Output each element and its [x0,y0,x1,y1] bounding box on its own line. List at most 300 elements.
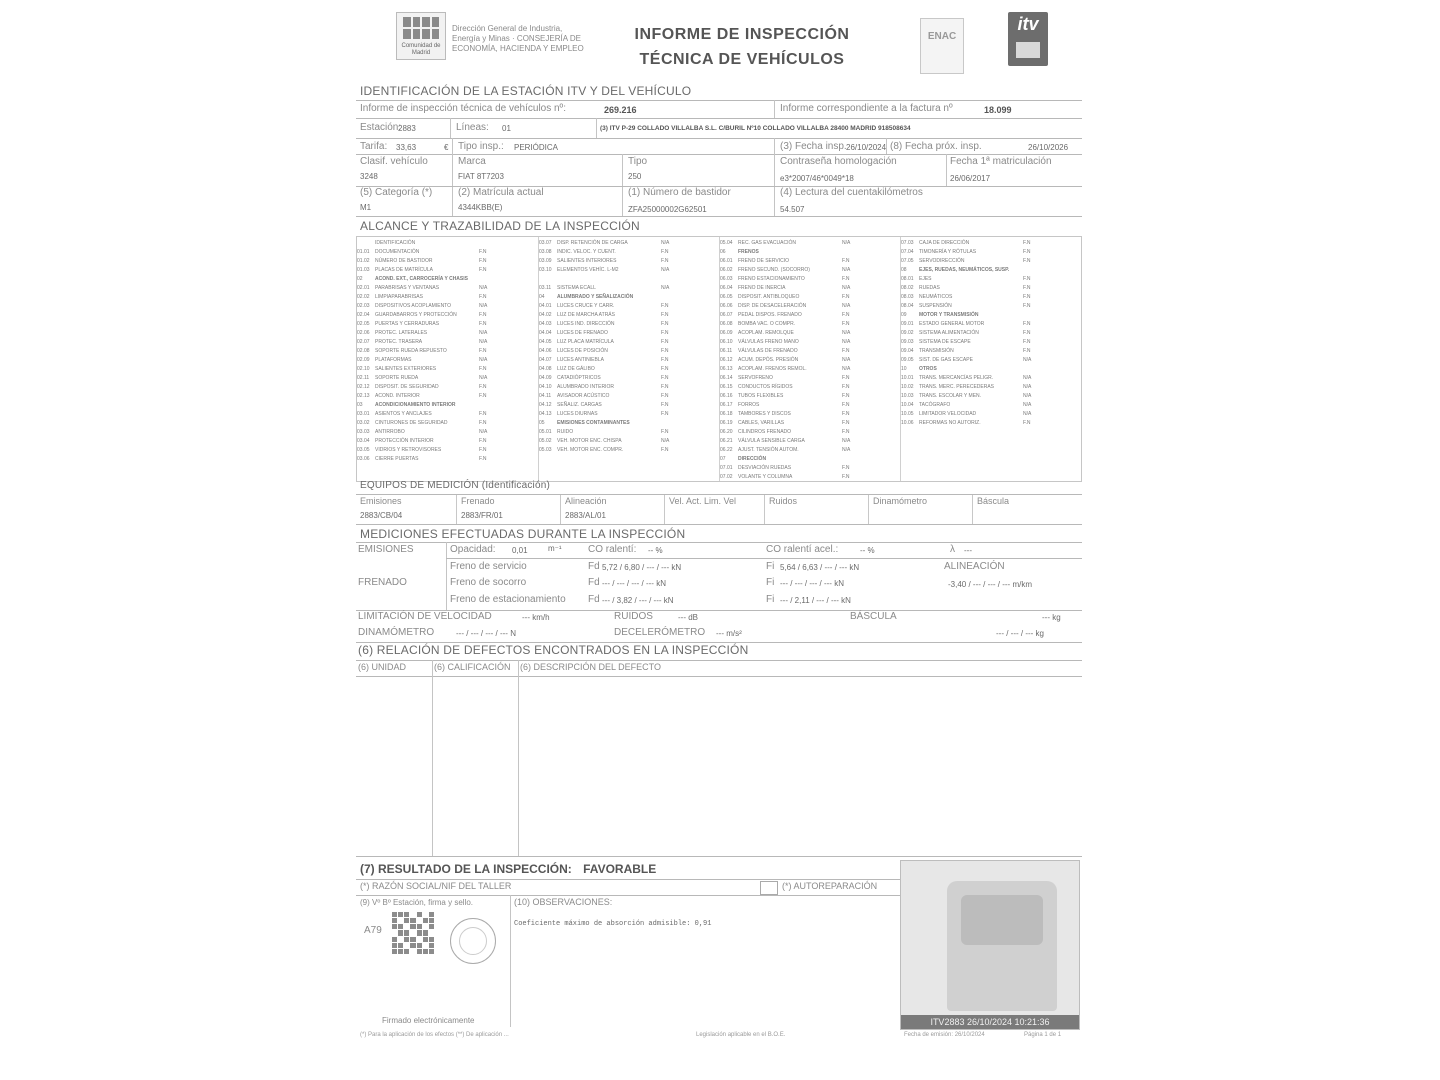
scope-result: F.N [842,474,850,480]
scope-code: 10.04 [901,402,914,408]
scope-result: F.N [842,294,850,300]
divider [596,118,597,138]
scope-row [357,338,499,346]
scope-item: LUCES DE POSICIÓN [557,348,608,354]
divider [886,138,887,154]
scope-code: 02.10 [357,366,370,372]
itv-logo [1008,12,1048,66]
brand-label: Marca [458,156,486,167]
scope-item: DOCUMENTACIÓN [375,249,420,255]
divider [774,154,775,216]
scope-item: LUCES CRUCE Y CARR. [557,303,615,309]
scope-item: FRENO ESTACIONAMIENTO [738,276,805,282]
scope-item: REFORMAS NO AUTORIZ. [919,420,981,426]
scope-code: 10.05 [901,411,914,417]
dyno-value: --- / --- / --- / --- N [456,629,516,638]
scope-item: PEDAL DISPOS. FRENADO [738,312,802,318]
report-number: 269.216 [604,105,637,115]
scope-result: N/A [479,357,488,363]
scope-code: 06.08 [720,321,733,327]
scope-code: 04.02 [539,312,552,318]
fee-currency: € [444,143,449,152]
equipment-header: Dinamómetro [873,496,928,506]
scope-row [901,374,1043,382]
scope-code: 05.01 [539,429,552,435]
scope-code: 06.18 [720,411,733,417]
fi-label: Fi [766,577,775,588]
divider [356,660,1082,661]
scope-row [720,464,862,472]
scope-result: F.N [479,420,487,426]
scope-code: 03.04 [357,438,370,444]
scope-row [901,365,1043,373]
first-registration-value: 26/06/2017 [950,174,991,183]
scope-result: F.N [842,375,850,381]
footer-right: Fecha de emisión: 26/10/2024 [904,1032,985,1038]
scope-row [720,437,862,445]
divider [774,100,775,118]
secondary-brake-fi: --- / --- / --- / --- kN [780,579,844,588]
photo-timestamp: ITV2883 26/10/2024 10:21:36 [901,1015,1079,1029]
scope-code: 04.12 [539,402,552,408]
scope-item: LUCES ANTINIEBLA [557,357,604,363]
defects-unit-header: (6) UNIDAD [358,662,407,672]
scope-code: 02.09 [357,357,370,363]
scope-result: F.N [842,384,850,390]
scope-code: 04 [539,294,545,300]
scale-value: --- kg [1042,613,1061,622]
scope-item: CATADIÓPTRICOS [557,375,601,381]
scope-column [719,237,901,481]
fi-label: Fi [766,594,775,605]
scope-code: 02.07 [357,339,370,345]
scope-code: 06.15 [720,384,733,390]
opacity-label: Opacidad: [450,544,496,555]
scope-row [720,401,862,409]
divider [356,879,900,880]
divider [774,138,775,154]
footer-page: Página 1 de 1 [1024,1032,1062,1038]
scope-code: 08.01 [901,276,914,282]
scope-row [901,356,1043,364]
footer-left: (*) Para la aplicación de los efectos (**) De aplicación ... [360,1032,509,1038]
scope-item: TRANS. ESCOLAR Y MEN. [919,393,982,399]
equipment-cell [972,495,1083,524]
scope-code: 07.05 [901,258,914,264]
inspection-type-label: Tipo insp.: [458,141,504,152]
qr-code-icon [392,912,434,954]
scope-code: 04.05 [539,339,552,345]
speed-limit-value: --- km/h [522,613,550,622]
scope-row [357,374,499,382]
scope-item: SEÑALIZ. CARGAS [557,402,602,408]
scope-result: F.N [661,393,669,399]
scope-item: ACUM. DEPÓS. PRESIÓN [738,357,799,363]
inspection-result [360,862,656,876]
scope-result: F.N [661,402,669,408]
scope-item: TUBOS FLEXIBLES [738,393,784,399]
scope-item: TIMONERÍA Y RÓTULAS [919,249,977,255]
divider [446,558,1082,559]
scope-row [539,455,681,463]
scope-result: F.N [479,312,487,318]
scope-item: GUARDABARROS Y PROTECCIÓN [375,312,457,318]
fd-label: Fd [588,594,600,605]
scope-code: 09 [901,312,907,318]
scope-code: 04.09 [539,375,552,381]
scope-result: F.N [479,258,487,264]
scope-item: IDENTIFICACIÓN [375,240,416,246]
equipment-value: 2883/FR/01 [461,511,503,520]
scope-code: 04.08 [539,366,552,372]
scope-result: F.N [1023,348,1031,354]
scope-code: 08.02 [901,285,914,291]
scope-code: 02 [357,276,363,282]
scope-row [539,383,681,391]
type-label: Tipo [628,156,648,167]
equipment-cell [764,495,869,524]
divider [622,154,623,216]
scope-result: F.N [842,402,850,408]
inspection-type-value: PERIÓDICA [514,143,559,152]
scope-code: 06.03 [720,276,733,282]
itv-logo-mark [1016,42,1040,58]
scope-item: TRANS. MERCANCÍAS PELIGR. [919,375,994,381]
scope-code: 02.11 [357,375,370,381]
scope-code: 02.05 [357,321,370,327]
scope-result: F.N [1023,303,1031,309]
scope-code: 04.13 [539,411,552,417]
scope-code: 09.02 [901,330,914,336]
scope-result: F.N [842,429,850,435]
scope-code: 04.07 [539,357,552,363]
divider [356,856,1082,857]
scope-item: ACOND. EXT., CARROCERÍA Y CHASIS [375,276,468,282]
scope-row [539,302,681,310]
scope-item: VEH. MOTOR ENC. COMPR. [557,447,624,453]
scope-row [539,338,681,346]
scope-result: N/A [661,438,670,444]
scope-code: 06.10 [720,339,733,345]
equipment-header: Báscula [977,496,1010,506]
scope-result: N/A [479,285,488,291]
scope-result: F.N [661,348,669,354]
scope-row [539,428,681,436]
scope-result: F.N [479,267,487,273]
scope-code: 01.01 [357,249,370,255]
scope-code: 06.04 [720,285,733,291]
scope-row [720,374,862,382]
scope-result: F.N [842,312,850,318]
scope-row [357,347,499,355]
scope-result: F.N [479,393,487,399]
scope-row [539,266,681,274]
observations-label: (10) OBSERVACIONES: [514,897,613,907]
scope-item: TAMBORES Y DISCOS [738,411,791,417]
scope-result: N/A [661,240,670,246]
scope-item: ACOPLAM. REMOLQUE [738,330,794,336]
scope-item: VÁLVULA SENSIBLE CARGA [738,438,805,444]
scope-result: N/A [842,303,851,309]
homologation-value: e3*2007/46*0049*18 [780,174,854,183]
divider [356,138,1082,139]
scope-item: TACÓGRAFO [919,402,951,408]
scope-code: 02.03 [357,303,370,309]
scope-result: F.N [479,447,487,453]
scope-item: CINTURONES DE SEGURIDAD [375,420,448,426]
scope-result: F.N [1023,276,1031,282]
inspection-date-label: (3) Fecha insp. [780,141,847,152]
scope-code: 06.21 [720,438,733,444]
scope-item: FRENO DE SERVICIO [738,258,790,264]
scope-item: VEH. MOTOR ENC. CHISPA [557,438,622,444]
equipment-section-title: EQUIPOS DE MEDICIÓN (Identificación) [360,480,551,491]
scope-item: DIRECCIÓN [738,456,767,462]
scope-row [901,275,1043,283]
scope-item: DISPOSIT. ANTIBLOQUEO [738,294,800,300]
scope-item: MOTOR Y TRANSMISIÓN [919,312,979,318]
scope-column [900,237,1082,481]
scope-item: FRENO DE INERCIA [738,285,786,291]
emissions-label: EMISIONES [358,544,414,555]
scope-row [539,248,681,256]
parking-brake-label: Freno de estacionamiento [450,594,566,605]
secondary-brake-fd: --- / --- / --- / --- kN [602,579,666,588]
braking-label: FRENADO [358,577,407,588]
defects-description-header: (6) DESCRIPCIÓN DEL DEFECTO [520,662,662,672]
scope-item: VÁLVULAS DE FRENADO [738,348,798,354]
scope-row [357,410,499,418]
scope-code: 06.05 [720,294,733,300]
scope-row [539,257,681,265]
scope-item: AVISADOR ACÚSTICO [557,393,610,399]
scope-result: N/A [842,285,851,291]
scope-item: CAJA DE DIRECCIÓN [919,240,970,246]
department-name: Dirección General de Industria, Energía y Minas · CONSEJERÍA DE ECONOMÍA, HACIENDA Y EMPLEO [452,24,584,53]
scale-value-2: --- / --- / --- kg [996,629,1044,638]
scope-row [901,410,1043,418]
scope-item: SOPORTE RUEDA [375,375,419,381]
secondary-brake-label: Freno de socorro [450,577,527,588]
divider [356,154,1082,155]
scope-row [901,302,1043,310]
scope-result: F.N [842,258,850,264]
alignment-label: ALINEACIÓN [944,561,1005,572]
scope-row [539,401,681,409]
divider [356,895,900,896]
scope-item: DISPOSITIVOS ACOPLAMIENTO [375,303,452,309]
scope-result: N/A [1023,411,1032,417]
scope-row [720,293,862,301]
scope-item: LUCES DIURNAS [557,411,598,417]
scope-row [357,293,499,301]
scope-code: 06.11 [720,348,733,354]
scope-item: CABLES, VARILLAS [738,420,785,426]
scope-item: DISP. DE DESACELERACIÓN [738,303,807,309]
scope-item: LUCES IND. DIRECCIÓN [557,321,615,327]
scope-row [901,383,1043,391]
lambda-label: λ [950,544,955,555]
scope-result: F.N [479,348,487,354]
scope-item: LUZ PLACA MATRÍCULA [557,339,614,345]
scope-code: 06.20 [720,429,733,435]
scope-result: F.N [1023,249,1031,255]
scope-result: F.N [842,465,850,471]
scope-row [357,419,499,427]
scope-item: VIDRIOS Y RETROVISORES [375,447,442,453]
scope-row [901,329,1043,337]
scope-code: 06.16 [720,393,733,399]
scope-result: N/A [1023,384,1032,390]
scope-item: NEUMÁTICOS [919,294,953,300]
scope-row [901,347,1043,355]
equipment-value: 2883/CB/04 [360,511,403,520]
scope-result: F.N [661,447,669,453]
scale-label: BÁSCULA [850,611,897,622]
scope-code: 02.13 [357,393,370,399]
homologation-label: Contraseña homologación [780,156,897,167]
scope-code: 01.02 [357,258,370,264]
scope-result: F.N [842,276,850,282]
scope-result: F.N [661,429,669,435]
scope-code: 08 [901,267,907,273]
enac-logo [920,18,964,74]
scope-result: F.N [661,330,669,336]
scope-row [539,239,681,247]
document-title-line1: INFORME DE INSPECCIÓN [634,26,850,43]
scope-row [357,401,499,409]
scope-result: F.N [479,384,487,390]
scope-row [539,311,681,319]
scope-result: F.N [842,348,850,354]
defects-section-title: (6) RELACIÓN DE DEFECTOS ENCONTRADOS EN LA INSPECCIÓN [358,643,749,657]
lambda-value: --- [964,546,972,555]
scope-code: 10.06 [901,420,914,426]
scope-row [720,473,862,481]
equipment-cell [868,495,973,524]
type-value: 250 [628,172,642,181]
scope-row [901,257,1043,265]
station-address: (3) ITV P-29 COLLADO VILLALBA S.L. C/BURIL Nº10 COLLADO VILLALBA 28400 MADRID 918508634 [600,125,911,132]
scope-item: TRANS. MERC. PERECEDERAS [919,384,995,390]
scope-code: 09.01 [901,321,914,327]
brand-value: FIAT 8T7203 [458,172,504,181]
scope-item: PROTEC. LATERALES [375,330,428,336]
scope-code: 04.06 [539,348,552,354]
scope-row [539,437,681,445]
scope-code: 10.03 [901,393,914,399]
scope-code: 03.08 [539,249,552,255]
scope-code: 03.02 [357,420,370,426]
scope-item: ACOPLAM. FRENOS REMOL. [738,366,807,372]
scope-item: VOLANTE Y COLUMNA [738,474,793,480]
scope-item: LIMITADOR VELOCIDAD [919,411,977,417]
scope-result: N/A [479,339,488,345]
defects-qualification-header: (6) CALIFICACIÓN [434,662,511,672]
vehicle-window [961,895,1043,945]
scope-result: F.N [1023,321,1031,327]
scope-item: RUEDAS [919,285,940,291]
scope-result: F.N [661,339,669,345]
scope-row [357,266,499,274]
scope-item: SERVOFRENO [738,375,773,381]
first-registration-label: Fecha 1ª matriculación [950,156,1052,167]
scope-item: ACOND. INTERIOR [375,393,420,399]
scope-result: N/A [842,339,851,345]
scope-row [357,257,499,265]
equipment-header: Frenado [461,496,495,506]
workshop-label: (*) RAZÓN SOCIAL/NIF DEL TALLER [360,881,512,891]
scope-result: F.N [661,249,669,255]
next-inspection-date: 26/10/2026 [1028,143,1069,152]
scope-code: 03 [357,402,363,408]
scope-result: N/A [479,429,488,435]
scope-row [720,239,862,247]
scope-item: LIMPIAPARABRISAS [375,294,423,300]
scope-row [357,302,499,310]
scope-item: DESVIACIÓN RUEDAS [738,465,792,471]
next-inspection-label: (8) Fecha próx. insp. [890,141,982,152]
scope-row [357,446,499,454]
scope-row [539,365,681,373]
divider [356,100,1082,101]
scope-item: EJES [919,276,932,282]
fi-label: Fi [766,561,775,572]
scope-result: F.N [661,384,669,390]
scope-row [357,311,499,319]
scope-code: 06.02 [720,267,733,273]
scope-result: F.N [479,294,487,300]
scope-column [357,237,538,481]
scope-result: F.N [842,411,850,417]
identification-section-title: IDENTIFICACIÓN DE LA ESTACIÓN ITV Y DEL VEHÍCULO [360,84,692,98]
scope-code: 02.08 [357,348,370,354]
scope-result: F.N [661,357,669,363]
scope-row [539,410,681,418]
equipment-header: Vel. Act. Lim. Vel [669,496,737,506]
noise-label: RUIDOS [614,611,653,622]
scope-code: 03.09 [539,258,552,264]
scope-result: F.N [479,438,487,444]
scope-code: 02.12 [357,384,370,390]
scope-item: SUSPENSIÓN [919,303,952,309]
scope-code: 07.03 [901,240,914,246]
self-repair-label: (*) AUTOREPARACIÓN [782,881,878,891]
scope-item: CONDUCTOS RÍGIDOS [738,384,793,390]
scope-row [720,455,862,463]
scope-row [720,365,862,373]
scope-result: F.N [661,258,669,264]
fd-label: Fd [588,561,600,572]
scope-row [720,347,862,355]
scope-code: 08.03 [901,294,914,300]
scope-code: 06.14 [720,375,733,381]
scope-result: F.N [661,303,669,309]
scope-code: 05.02 [539,438,552,444]
divider [356,676,1082,677]
equipment-value: 2883/AL/01 [565,511,606,520]
scope-row [357,392,499,400]
alignment-value: -3,40 / --- / --- / --- m/km [948,580,1032,589]
scope-code: 07.04 [901,249,914,255]
scope-item: EMISIONES CONTAMINANTES [557,420,630,426]
co-high-label: CO ralentí acel.: [766,544,839,555]
scope-code: 03.01 [357,411,370,417]
scope-item: VÁLVULAS FRENO MANO [738,339,799,345]
scope-item: SIST. DE GAS ESCAPE [919,357,973,363]
scope-row [357,383,499,391]
category-label: (5) Categoría (*) [360,187,433,198]
